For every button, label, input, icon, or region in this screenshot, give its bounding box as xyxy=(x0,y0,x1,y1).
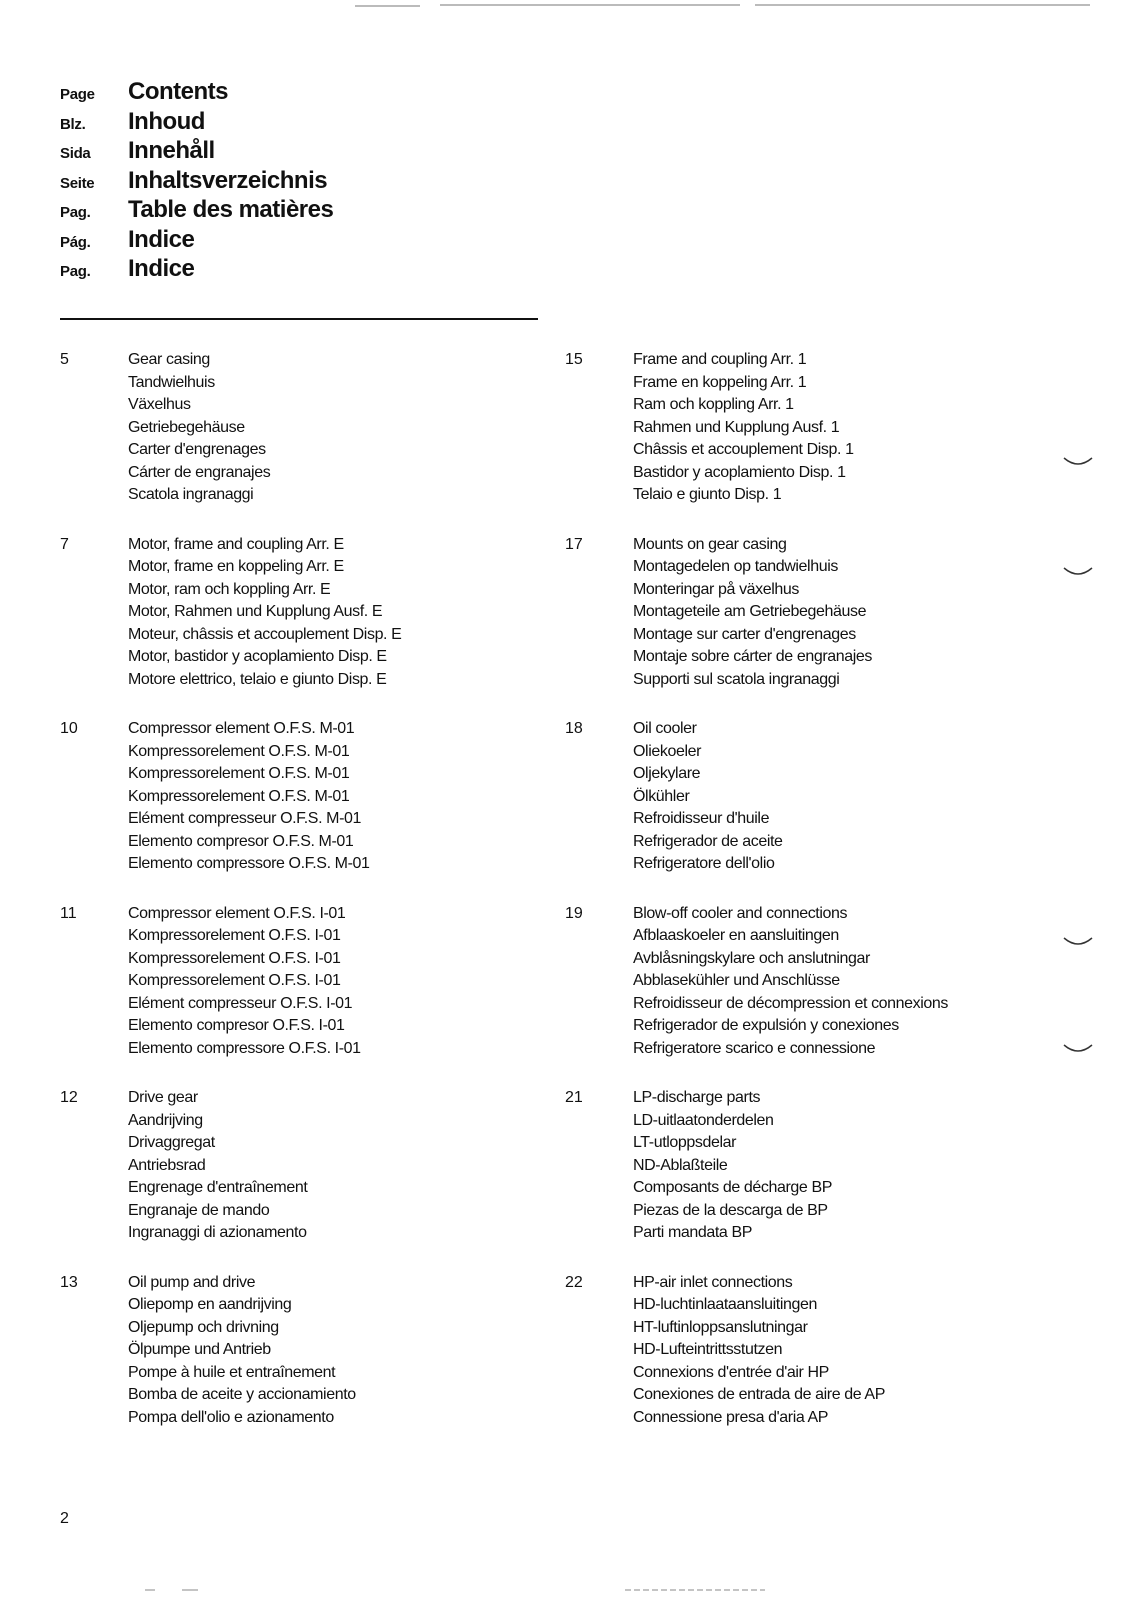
entry-page-number: 21 xyxy=(565,1089,583,1106)
entry-title-line: Antriebsrad xyxy=(128,1156,206,1174)
entry-title-line: Ram och koppling Arr. 1 xyxy=(633,396,794,413)
entry-title-line: LD-uitlaatonderdelen xyxy=(633,1111,774,1129)
entry-title-line: Mounts on gear casing xyxy=(633,535,787,553)
entry-title-line: Bastidor y acoplamiento Disp. 1 xyxy=(633,463,846,481)
header-title: Contents xyxy=(128,78,228,105)
header-row xyxy=(60,226,333,256)
entry-title-line: HP-air inlet connections xyxy=(633,1273,793,1291)
entry-title-line: Elemento compresor O.F.S. I-01 xyxy=(128,1017,345,1034)
entry-title-line: Motor, frame and coupling Arr. E xyxy=(128,535,344,553)
header-page-label: Page xyxy=(60,86,95,103)
entry-title-line: Refrigerador de aceite xyxy=(633,832,783,850)
entry-title-line: Motor, ram och koppling Arr. E xyxy=(128,580,331,598)
entry-title-line: Motor, bastidor y acoplamiento Disp. E xyxy=(128,648,387,665)
entry-title-line: HT-luftinloppsanslutningar xyxy=(633,1318,808,1336)
entry-page-number: 12 xyxy=(60,1089,78,1106)
entry-title-line: Afblaaskoeler en aansluitingen xyxy=(633,927,839,944)
header-title: Innehåll xyxy=(128,137,215,164)
contents-entry xyxy=(60,1087,520,1272)
header-page-label: Pag. xyxy=(60,204,91,221)
entry-title-line: Montaje sobre cárter de engranajes xyxy=(633,648,872,665)
contents-header xyxy=(60,78,333,285)
entry-title-line: Montage sur carter d'engrenages xyxy=(633,625,856,643)
entry-title-line: Conexiones de entrada de aire de AP xyxy=(633,1386,885,1403)
entry-title-line: Compressor element O.F.S. M-01 xyxy=(128,720,355,737)
entry-title-line: Getriebegehäuse xyxy=(128,418,245,436)
entry-title-line: Elément compresseur O.F.S. M-01 xyxy=(128,810,362,827)
entry-title-line: Oliepomp en aandrijving xyxy=(128,1296,292,1313)
entry-title-line: Composants de décharge BP xyxy=(633,1179,833,1196)
entry-title-line: ND-Ablaßteile xyxy=(633,1156,728,1174)
entry-title-line: Montageteile am Getriebegehäuse xyxy=(633,603,867,620)
contents-entry xyxy=(60,1272,520,1457)
entry-title-line: Elemento compresor O.F.S. M-01 xyxy=(128,832,354,850)
entry-title-line: Kompressorelement O.F.S. I-01 xyxy=(128,927,341,944)
entry-title-line: Engrenage d'entraînement xyxy=(128,1179,308,1196)
contents-entry xyxy=(60,534,520,719)
entry-title-line: Pompe à huile et entraînement xyxy=(128,1363,336,1381)
entry-title-line: Supporti sul scatola ingranaggi xyxy=(633,670,840,688)
entry-title-line: Oil pump and drive xyxy=(128,1273,256,1291)
entry-page-number: 18 xyxy=(565,720,583,737)
entry-title-line: LP-discharge parts xyxy=(633,1089,761,1106)
entry-title-line: Ölpumpe und Antrieb xyxy=(128,1341,271,1358)
entry-title-line: Drivaggregat xyxy=(128,1134,215,1151)
entry-page-number: 15 xyxy=(565,351,583,368)
entry-title-line: Connessione presa d'aria AP xyxy=(633,1408,829,1426)
entry-title-line: Oljepump och drivning xyxy=(128,1318,279,1336)
entry-title-line: Oil cooler xyxy=(633,720,697,737)
entry-title-line: Oliekoeler xyxy=(633,742,702,760)
entry-title-line: Blow-off cooler and connections xyxy=(633,904,848,922)
entry-title-line: Frame and coupling Arr. 1 xyxy=(633,351,807,368)
contents-entry xyxy=(565,349,1025,534)
entry-title-line: Pompa dell'olio e azionamento xyxy=(128,1408,334,1426)
header-page-label: Sida xyxy=(60,145,91,162)
header-page-label: Pag. xyxy=(60,263,91,280)
entry-title-line: Refrigerador de expulsión y conexiones xyxy=(633,1017,899,1034)
header-row xyxy=(60,137,333,167)
entry-title-line: Kompressorelement O.F.S. M-01 xyxy=(128,787,350,805)
entry-title-line: Aandrijving xyxy=(128,1111,203,1129)
entry-title-line: Motor, frame en koppeling Arr. E xyxy=(128,558,344,575)
entry-title-line: Frame en koppeling Arr. 1 xyxy=(633,373,807,391)
entry-page-number: 7 xyxy=(60,535,69,553)
entry-title-line: Piezas de la descarga de BP xyxy=(633,1201,828,1219)
entry-title-line: Kompressorelement O.F.S. I-01 xyxy=(128,972,341,989)
header-title: Inhaltsverzeichnis xyxy=(128,166,328,194)
entry-title-line: Kompressorelement O.F.S. M-01 xyxy=(128,742,350,760)
scan-bottom-edge-marks xyxy=(0,1580,1128,1600)
header-title: Indice xyxy=(128,225,195,253)
header-title: Inhoud xyxy=(128,107,205,135)
entry-title-line: Kompressorelement O.F.S. M-01 xyxy=(128,765,350,782)
entry-title-line: Motor, Rahmen und Kupplung Ausf. E xyxy=(128,603,383,620)
entry-title-line: Connexions d'entrée d'air HP xyxy=(633,1363,829,1381)
entry-title-line: Refrigeratore dell'olio xyxy=(633,855,775,872)
entry-title-line: Elemento compressore O.F.S. M-01 xyxy=(128,855,370,872)
entry-page-number: 5 xyxy=(60,351,69,368)
page-number: 2 xyxy=(60,1510,69,1527)
entry-title-line: Avblåsningskylare och anslutningar xyxy=(633,949,870,967)
entry-title-line: Elément compresseur O.F.S. I-01 xyxy=(128,994,353,1012)
contents-entry xyxy=(60,718,520,903)
contents-entry xyxy=(565,718,1025,903)
entry-page-number: 22 xyxy=(565,1273,583,1291)
entry-title-line: Montagedelen op tandwielhuis xyxy=(633,558,838,575)
entry-title-line: Monteringar på växelhus xyxy=(633,580,800,598)
header-page-label: Pág. xyxy=(60,233,91,251)
entry-page-number: 19 xyxy=(565,904,583,922)
entry-title-line: Oljekylare xyxy=(633,765,701,782)
entry-page-number: 11 xyxy=(60,904,77,922)
entry-title-line: Ingranaggi di azionamento xyxy=(128,1224,307,1241)
entry-title-line: Carter d'engrenages xyxy=(128,441,266,458)
contents-right-column xyxy=(565,349,1025,1456)
entry-title-line: Châssis et accouplement Disp. 1 xyxy=(633,441,854,458)
entry-title-line: Rahmen und Kupplung Ausf. 1 xyxy=(633,418,840,436)
entry-title-line: Scatola ingranaggi xyxy=(128,486,254,503)
contents-entry xyxy=(565,1087,1025,1272)
contents-entry xyxy=(565,1272,1025,1457)
header-row xyxy=(60,255,333,285)
entry-page-number: 10 xyxy=(60,720,78,737)
header-row xyxy=(60,196,333,226)
entry-page-number: 17 xyxy=(565,535,583,553)
header-row xyxy=(60,108,333,138)
entry-title-line: HD-Lufteintrittsstutzen xyxy=(633,1341,783,1358)
entry-title-line: Parti mandata BP xyxy=(633,1224,752,1241)
contents-left-column xyxy=(60,349,520,1456)
entry-title-line: Växelhus xyxy=(128,396,191,413)
entry-title-line: Drive gear xyxy=(128,1089,198,1106)
entry-title-line: Bomba de aceite y accionamiento xyxy=(128,1386,356,1403)
entry-title-line: Abblasekühler und Anschlüsse xyxy=(633,972,840,989)
header-page-label: Seite xyxy=(60,174,95,192)
binding-hole-marks xyxy=(1060,440,1110,1080)
header-title: Indice xyxy=(128,255,195,282)
header-row xyxy=(60,78,333,108)
entry-page-number: 13 xyxy=(60,1273,78,1291)
entry-title-line: HD-luchtinlaataansluitingen xyxy=(633,1296,817,1313)
entry-title-line: Motore elettrico, telaio e giunto Disp. E xyxy=(128,670,387,688)
header-divider xyxy=(60,318,538,320)
entry-title-line: Refroidisseur de décompression et connexions xyxy=(633,994,949,1012)
contents-entry xyxy=(565,903,1025,1088)
entry-title-line: Cárter de engranajes xyxy=(128,463,271,481)
entry-title-line: Tandwielhuis xyxy=(128,373,215,391)
scan-top-edge-marks xyxy=(0,0,1128,20)
entry-title-line: Compressor element O.F.S. I-01 xyxy=(128,904,346,922)
entry-title-line: Moteur, châssis et accouplement Disp. E xyxy=(128,625,402,643)
entry-title-line: LT-utloppsdelar xyxy=(633,1134,737,1151)
header-page-label: Blz. xyxy=(60,115,86,133)
header-title: Table des matières xyxy=(128,196,334,223)
entry-title-line: Gear casing xyxy=(128,351,210,368)
contents-entry xyxy=(60,903,520,1088)
entry-title-line: Refrigeratore scarico e connessione xyxy=(633,1039,876,1057)
entry-title-line: Refroidisseur d'huile xyxy=(633,810,770,827)
entry-title-line: Telaio e giunto Disp. 1 xyxy=(633,486,782,503)
entry-title-line: Ölkühler xyxy=(633,787,690,805)
entry-title-line: Engranaje de mando xyxy=(128,1201,270,1219)
entry-title-line: Kompressorelement O.F.S. I-01 xyxy=(128,949,341,967)
entry-title-line: Elemento compressore O.F.S. I-01 xyxy=(128,1039,361,1057)
contents-entry xyxy=(565,534,1025,719)
header-row xyxy=(60,167,333,197)
contents-entry xyxy=(60,349,520,534)
